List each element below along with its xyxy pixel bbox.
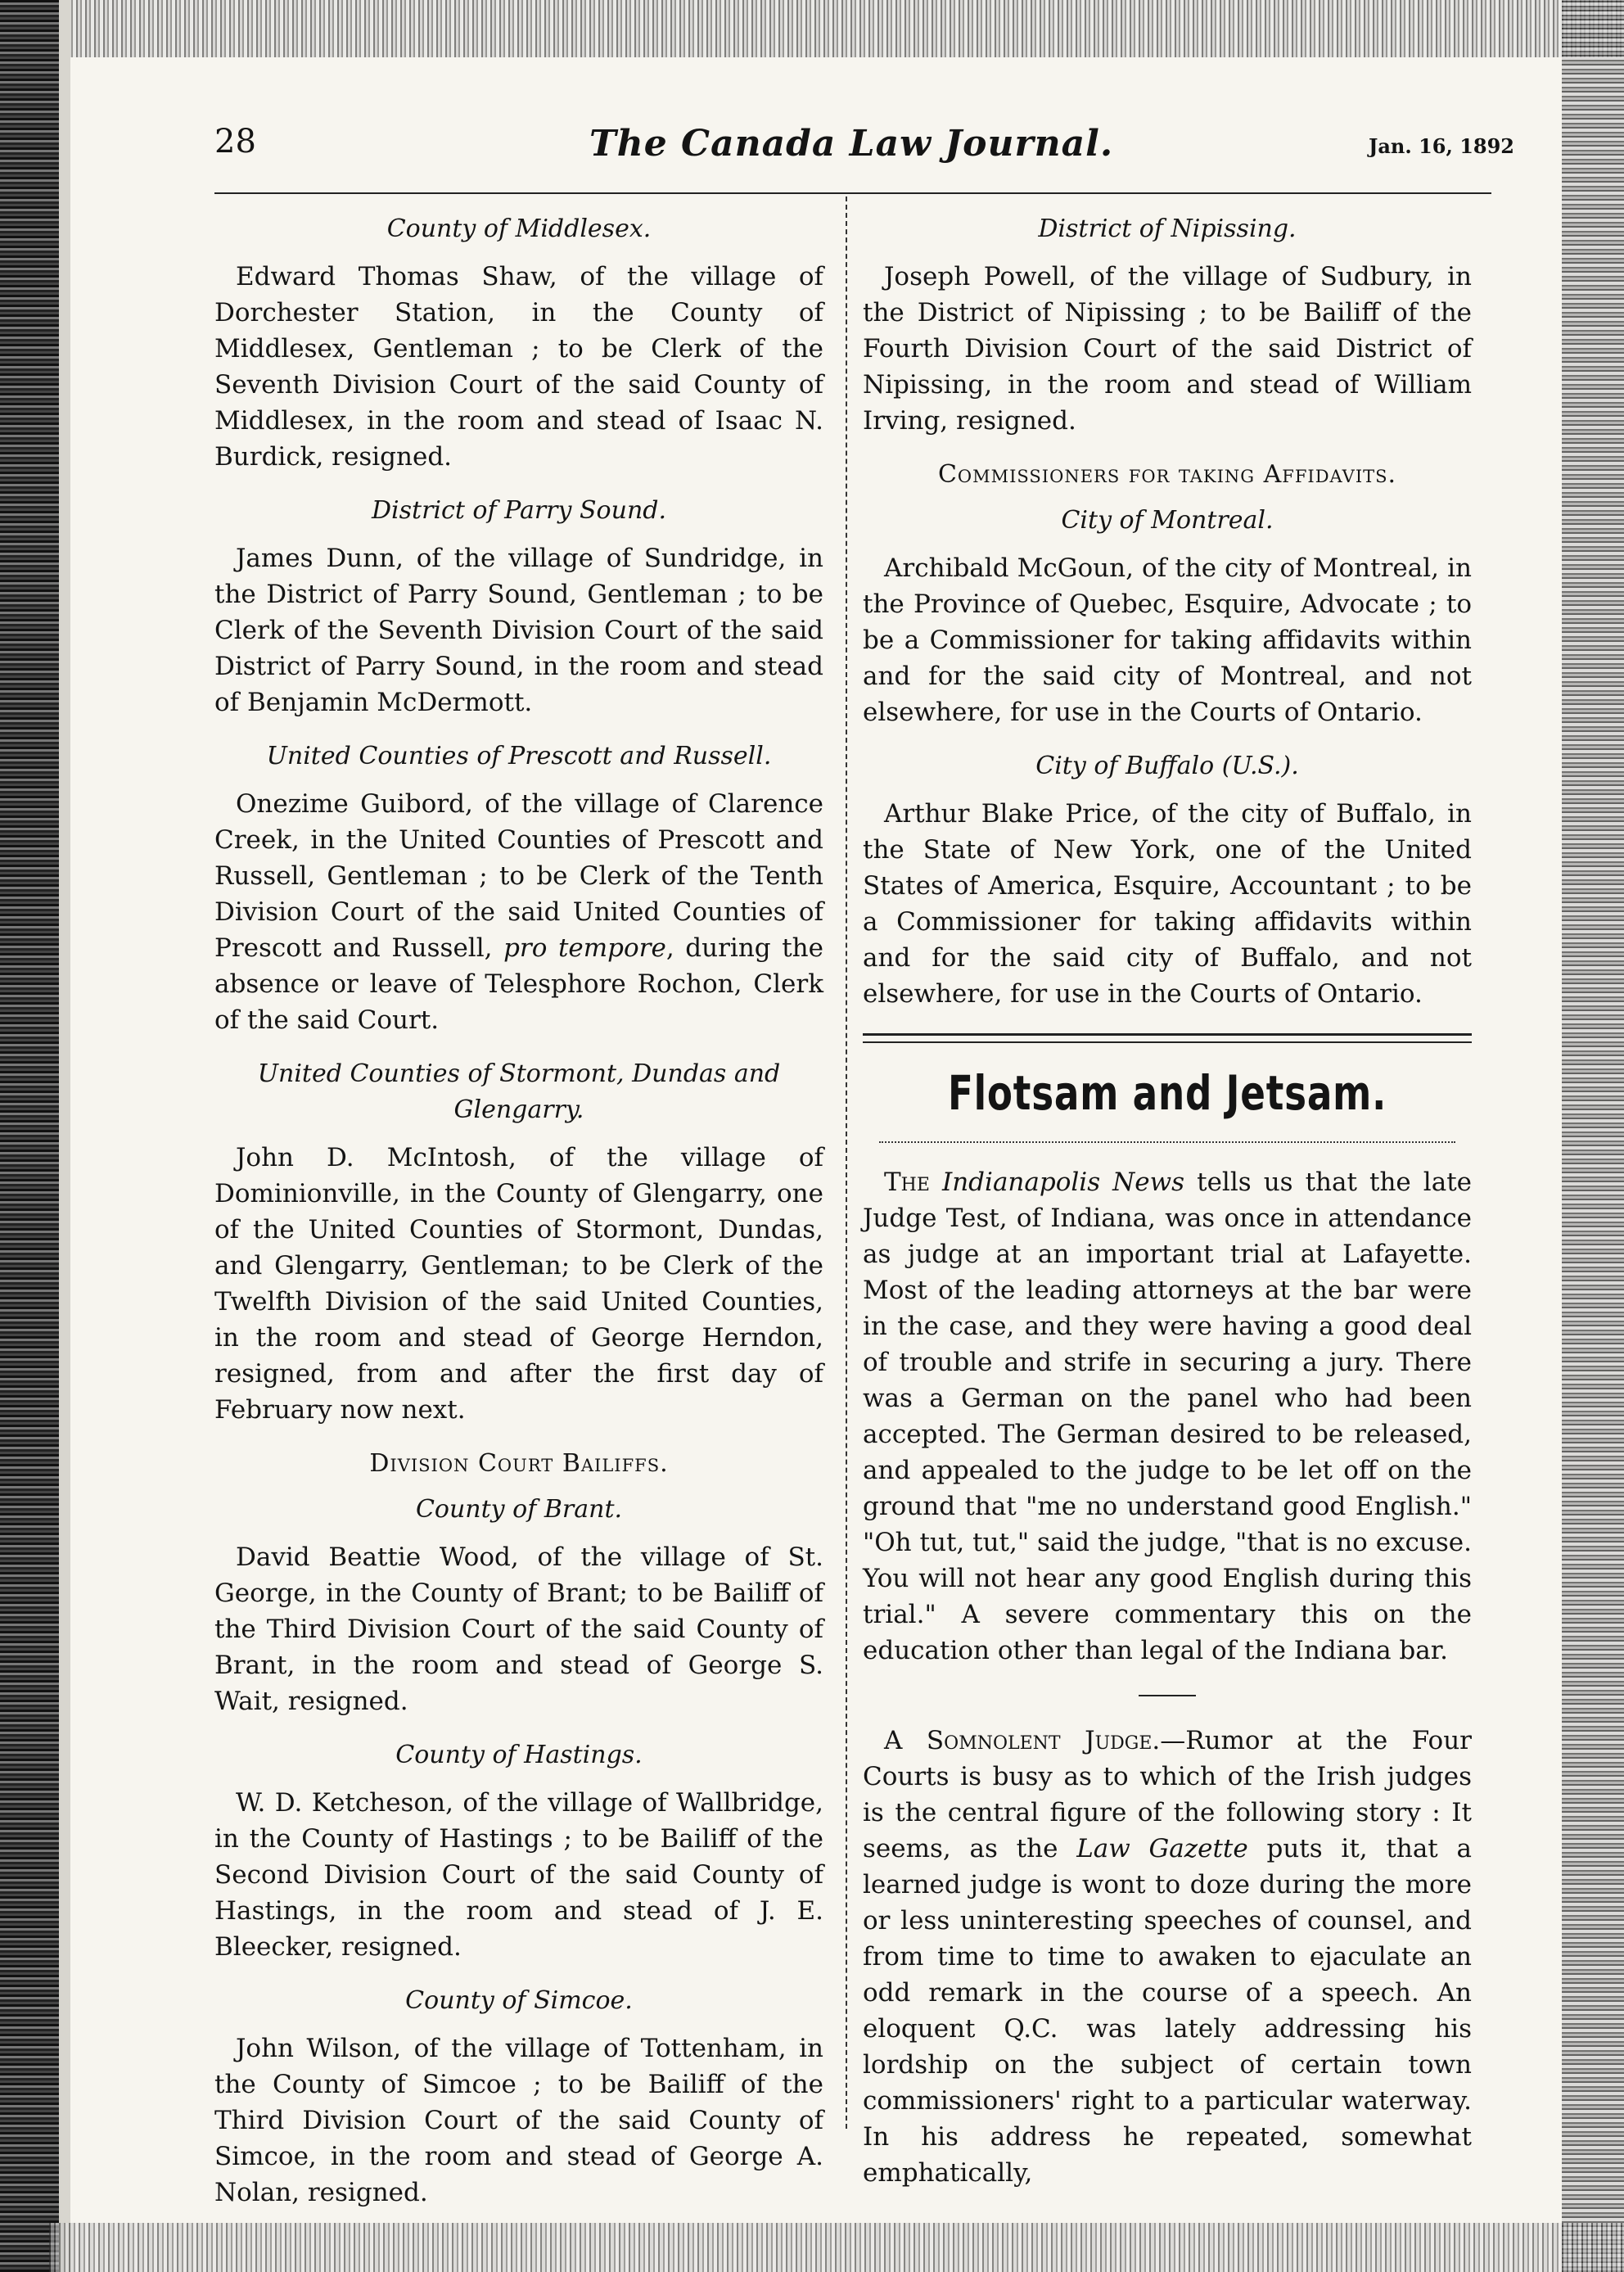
notice-text: John Wilson, of the village of Tottenham, in the County of Simcoe ; to be Bailiff of the Third Division Court of the said County of Simcoe, in the room and stead of George A. Nolan, resigned.	[214, 2034, 823, 2207]
notice-nipissing	[863, 211, 1472, 439]
notice-parry-sound	[214, 493, 823, 720]
latin-phrase: pro tempore	[503, 933, 666, 963]
scan-edge-right	[1562, 0, 1624, 2272]
notice-text: W. D. Ketcheson, of the village of Wallbridge, in the County of Hastings ; to be Bailiff of the Second Division Court of the said County of Hastings, in the room and stead of J. E. Bleecker, resigned.	[214, 1788, 823, 1962]
notice-text: John D. McIntosh, of the village of Dominionville, in the County of Glengarry, one of the United Counties of Stormont, Dundas, and Glengarry, Gentleman; to be Clerk of the Twelfth Division of the said United Counties, in the room and stead of George Herndon, resigned, from and after the first day of February now next.	[214, 1143, 823, 1425]
scan-edge-top	[49, 0, 1624, 57]
notice-heading: County of Simcoe.	[405, 1986, 633, 2015]
notice-heading: County of Middlesex.	[386, 215, 652, 243]
notice-heading: United Counties of Prescott and Russell.	[266, 742, 772, 770]
notice-heading: District of Nipissing.	[1038, 215, 1297, 243]
notice-heading: City of Buffalo (U.S.).	[1035, 752, 1299, 780]
section-double-rule	[863, 1033, 1472, 1043]
notice-text: James Dunn, of the village of Sundridge, in the District of Parry Sound, Gentleman ; to be Clerk of the Seventh Division Court of the said District of Parry Sound, in the room and stead of Benjamin McDermott.	[214, 544, 823, 717]
scan-gutter	[59, 0, 70, 2272]
story-indiana-judge: The Indianapolis News tells us that the late Judge Test, of Indiana, was once in attendance as judge at an important trial at Lafayette. Most of the leading attorneys at the bar were in the case, and they were having a good deal of trouble and strife in securing a jury. There was a German on the panel who had been accepted. The German desired to be released, and appealed to the judge to be let off on the ground that "me no understand good English." "Oh tut, tut," said the judge, "that is no excuse. You will not hear any good English during this trial." A severe commentary this on the education other than legal of the Indiana bar.	[863, 1168, 1473, 1665]
notice-text: Arthur Blake Price, of the city of Buffalo, in the State of New York, one of the United States of America, Esquire, Accountant ; to be a Commissioner for taking affidavits within and for the said city of Buffalo, and not elsewhere, for use in the Courts of Ontario.	[863, 799, 1472, 1009]
notice-text: Archibald McGoun, of the city of Montreal, in the Province of Quebec, Esquire, Advocate ; to be a Commissioner for taking affidavits within and for the said city of Montreal, and not elsewhere, for use in the Courts of Ontario.	[863, 553, 1472, 727]
section-title-flotsam: Flotsam and Jetsam.	[947, 1065, 1387, 1121]
section-heading-bailiffs: Division Court Bailiffs.	[369, 1449, 669, 1478]
notice-stormont	[214, 1056, 823, 1428]
publication-name: Law Gazette	[1076, 1834, 1248, 1863]
journal-title: The Canada Law Journal.	[589, 123, 1114, 165]
notice-heading: County of Hastings.	[395, 1741, 643, 1769]
story-somnolent-judge: A Somnolent Judge.—Rumor at the Four Courts is busy as to which of the Irish judges is the central figure of the following story : It seems, as the Law Gazette puts it, that a learned judge is wont to doze during the more or less uninteresting speeches of counsel, and from time to time to awaken to ejaculate an odd remark in the course of a speech. An eloquent Q.C. was lately addressing his lordship on the subject of certain town commissioners' right to a particular waterway. In his address he repeated, somewhat emphatically,	[863, 1726, 1472, 2188]
notice-heading: City of Montreal.	[1061, 506, 1274, 535]
scan-edge-left	[0, 0, 59, 2272]
right-column	[863, 211, 1472, 2191]
notice-heading: County of Brant.	[415, 1495, 623, 1524]
notice-heading: District of Parry Sound.	[371, 496, 666, 525]
notice-heading: United Counties of Stormont, Dundas and Glengarry.	[257, 1059, 781, 1124]
notice-middlesex	[214, 211, 823, 475]
notice-text: Joseph Powell, of the village of Sudbury, in the District of Nipissing ; to be Bailiff of the Fourth Division Court of the said District of Nipissing, in the room and stead of William Irving, resigned.	[863, 262, 1472, 436]
scan-edge-bottom	[49, 2223, 1624, 2272]
header-rule	[214, 192, 1491, 194]
story-lead: The	[884, 1168, 930, 1197]
story-lead: A Somnolent Judge.	[884, 1726, 1161, 1755]
notice-text: Edward Thomas Shaw, of the village of Dorchester Station, in the County of Middlesex, Gentleman ; to be Clerk of the Seventh Division Court of the said County of Middlesex, in the room and stead of Isaac N. Burdick, resigned.	[214, 262, 823, 472]
notice-buffalo	[863, 748, 1472, 1012]
dotted-rule	[879, 1141, 1455, 1143]
publication-name: Indianapolis News	[941, 1168, 1185, 1197]
issue-date: Jan. 16, 1892	[1369, 134, 1514, 158]
notice-text: Onezime Guibord, of the village of Clarence Creek, in the United Counties of Prescott and Russell, Gentleman ; to be Clerk of the Tenth Division Court of the said United Counties of Prescott and Russell, pro tempore, during the absence or leave of Telesphore Rochon, Clerk of the said Court.	[214, 789, 823, 1035]
notice-text: David Beattie Wood, of the village of St. George, in the County of Brant; to be Bailiff of the Third Division Court of the said County of Brant, in the room and stead of George S. Wait, resigned.	[214, 1543, 823, 1716]
notice-hastings	[214, 1737, 823, 1965]
notice-montreal	[863, 503, 1472, 730]
running-header	[205, 123, 1514, 172]
story-separator	[1139, 1695, 1196, 1696]
section-heading-commissioners: Commissioners for taking Affidavits.	[937, 460, 1397, 489]
column-divider	[846, 196, 847, 2129]
page-number: 28	[214, 123, 256, 160]
notice-brant	[214, 1492, 823, 1719]
notice-prescott-russell	[214, 739, 823, 1038]
notice-simcoe	[214, 1983, 823, 2211]
left-column	[214, 211, 823, 2229]
